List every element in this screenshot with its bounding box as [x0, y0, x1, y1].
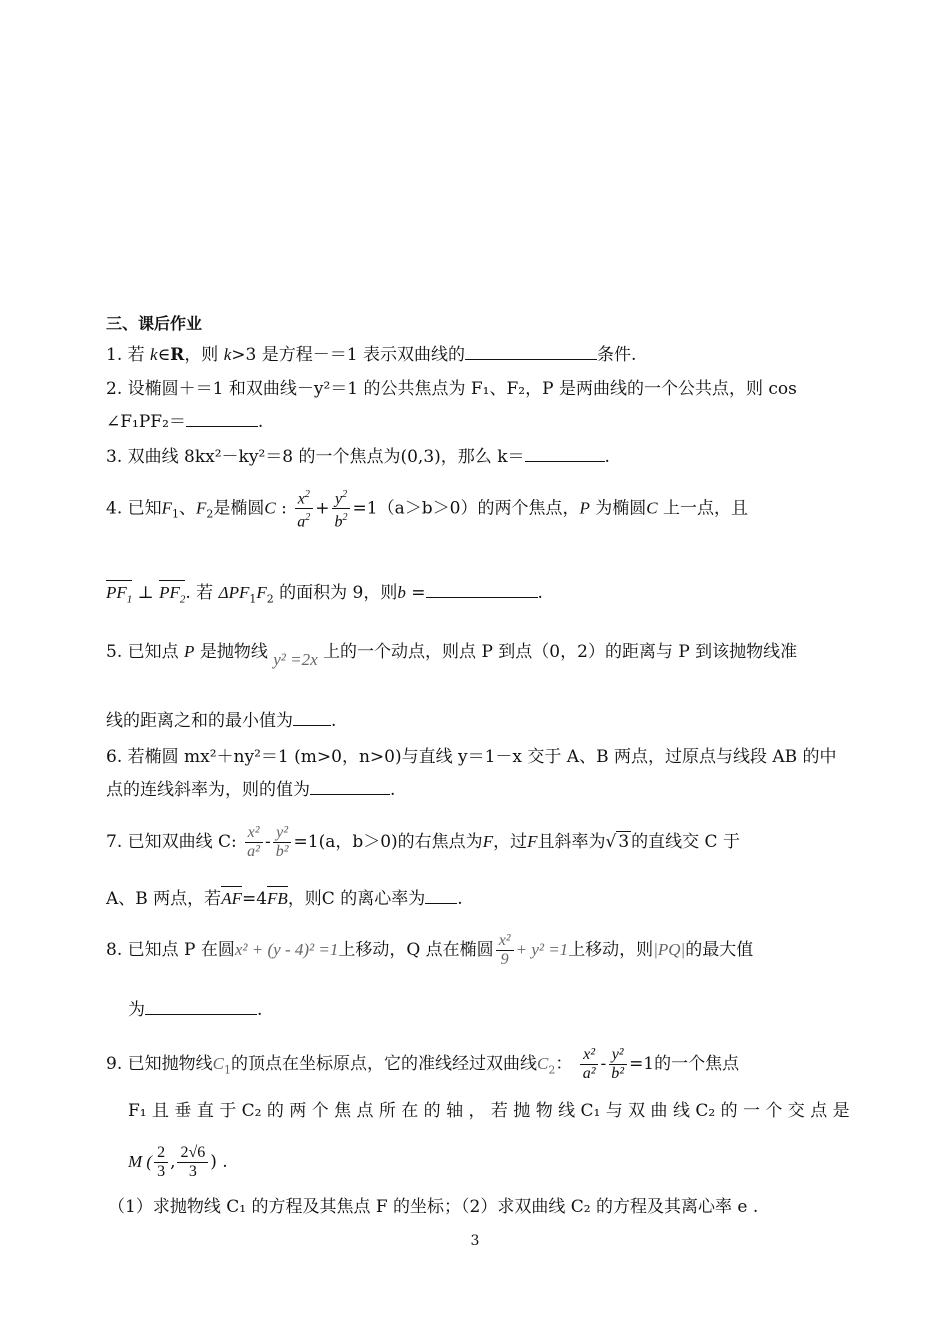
q9-c2: C [536, 1054, 549, 1073]
q4-l2-mid: . 若 [185, 583, 214, 603]
q4-triangle: ΔPF [218, 583, 250, 602]
q8-fraction: $\frac{\text{x²}}{9}$ [496, 932, 514, 969]
question-9-line-1: 9. 已知抛物线$C_1$的顶点在坐标原点，它的准线经过双曲线$C_2$： $\frac{\text{x²}}{\text{a²}}$ - $\frac{\text{y²}}{\text{b²}}$ =1的一个焦点 [106, 1046, 740, 1082]
page-number: 3 [470, 1233, 480, 1249]
q5-prefix: 5. 已知点 [106, 642, 185, 662]
q4-fraction-x: $\frac{x^2}{a^2}$ [294, 486, 313, 532]
q9-fraction-m2: $\frac{2√6}{3}$ [177, 1144, 208, 1181]
q4-eq2: = [411, 583, 426, 603]
question-4-line-1: 4. 已知$F_1$、$F_2$是椭圆C : $\frac{x^2}{a^2}$ + $\frac{y^2}{b^2}$ =1（a＞b＞0）的两个焦点，P 为椭圆C 上一点，且 [106, 486, 748, 537]
q7-minus: - [264, 832, 271, 852]
q5-answer-blank[interactable] [293, 709, 331, 726]
q8-prefix: 8. 已知点 P 在圆 [106, 940, 235, 960]
q4-C: C [264, 498, 276, 518]
q6-end2: . [390, 780, 396, 800]
question-9-parts: （1）求抛物线 C₁ 的方程及其焦点 F 的坐标；（2）求双曲线 C₂ 的方程及其离心率 e . [108, 1197, 759, 1217]
q9-line1a: 9. 已知抛物线 [106, 1054, 213, 1074]
q7-F: F [482, 832, 494, 851]
question-7-line-1: 7. 已知双曲线 C: $\frac{\text{x²}}{\text{a²}}$ - $\frac{\text{y²}}{\text{b²}}$ =1(a，b＞0)的右焦点为F，过F且斜率为√ 3 的直线交 C 于 [106, 824, 740, 860]
q4-tail: 为椭圆 [589, 498, 647, 519]
q1-k: k [150, 345, 158, 364]
q8-tail: 上移动，则 [568, 940, 654, 960]
q1-suffix: 条件. [596, 345, 637, 365]
q9-M: M ( [128, 1152, 153, 1171]
q9-fraction-y: $\frac{\text{y²}}{\text{b²}}$ [608, 1046, 627, 1083]
q8-end: 的最大值 [685, 940, 754, 960]
q5-equation: y² =2x [273, 650, 318, 669]
q7-end2: . [457, 889, 463, 909]
q7-prefix: 7. 已知双曲线 C: [106, 832, 237, 852]
question-3 [106, 445, 610, 468]
q4-prefix: 4. 已知 [106, 498, 162, 519]
q4-plus: + [315, 498, 330, 519]
q4-vector-pf1: $PF_1$ [106, 580, 132, 610]
q6-line2: 点的连线斜率为，则的值为 [106, 780, 310, 800]
q9-mend: ) . [210, 1152, 228, 1172]
q9-line1c: =1的一个焦点 [629, 1054, 740, 1074]
q8-end2: . [257, 1000, 263, 1020]
question-5-line-2 [106, 709, 336, 732]
q1-prefix: 1. 若 [106, 345, 151, 365]
q9-c1: C [212, 1054, 224, 1073]
q7-fraction-x: $\frac{\text{x²}}{\text{a²}}$ [244, 824, 263, 861]
q9-minus: - [600, 1054, 607, 1074]
q8-pq: |PQ| [653, 940, 686, 959]
q7-line2b: ，则C 的离心率为 [287, 889, 426, 909]
section-heading: 三、课后作业 [106, 314, 203, 333]
question-4-line-2: $PF_1$ ⊥ $PF_2$. 若 $\Delta PF_1F_2$ 的面积为 9，则b = . [106, 580, 543, 610]
q8-mid: 上移动，Q 点在椭圆 [338, 940, 494, 960]
question-2-line-1: 2. 设椭圆＋＝1 和双曲线－y²＝1 的公共焦点为 F₁、F₂，P 是两曲线的一个公共点，则 cos [106, 379, 797, 399]
q7-eq: =4 [241, 889, 268, 909]
q7-fraction-y: $\frac{\text{y²}}{\text{b²}}$ [273, 824, 292, 861]
q4-area: 的面积为 9，则 [279, 583, 398, 603]
q4-C2: C [646, 498, 658, 518]
q1-in: ∈ [157, 345, 171, 365]
q1-condition: >3 是方程－＝1 表示双曲线的 [231, 345, 465, 365]
q7-tail: 的直线交 C 于 [631, 832, 740, 852]
q8-line2: 为 [128, 1000, 145, 1020]
q6-answer-blank[interactable] [310, 778, 390, 795]
question-6-line-2 [106, 778, 395, 801]
q4-P: P [579, 498, 590, 518]
question-9-line-2: F₁ 且 垂 直 于 C₂ 的 两 个 焦 点 所 在 的 轴 ， 若 抛 物 线 C₁ 与 双 曲 线 C₂ 的 一 个 交 点 是 [128, 1101, 850, 1121]
q5-tail: 上的一个动点，则点 P 到点（0，2）的距离与 P 到该抛物线准 [323, 642, 798, 662]
q5-mid: 是抛物线 [194, 642, 268, 662]
q8-answer-blank[interactable] [145, 998, 257, 1015]
q7-F2: F [527, 832, 538, 851]
q4-f1: F [161, 498, 173, 518]
q8-circle: x² + (y - 4)² =1 [234, 940, 339, 959]
q4-b: b [397, 583, 406, 602]
q4-end: 上一点，且 [657, 498, 748, 519]
q1-k2: k [223, 345, 232, 364]
q4-condition: （a＞b＞0）的两个焦点， [377, 498, 580, 519]
q4-answer-blank[interactable] [426, 581, 538, 598]
q9-line1b: 的顶点在坐标原点，它的准线经过双曲线 [230, 1054, 537, 1074]
q4-f2: F [196, 498, 207, 518]
q5-end2: . [331, 711, 337, 731]
q9-colon: ： [555, 1054, 573, 1074]
q7-slope: 且斜率为 [537, 832, 606, 852]
q4-sep: 、 [179, 498, 197, 519]
q9-fraction-m1: $\frac{2}{3}$ [154, 1144, 168, 1181]
q1-mid: ，则 [184, 345, 224, 365]
q7-line2a: A、B 两点，若 [106, 889, 222, 909]
question-7-line-2 [106, 886, 463, 910]
question-8-line-1 [106, 928, 753, 972]
question-6-line-1: 6. 若椭圆 mx²＋ny²＝1 (m>0，n>0)与直线 y＝1－x 交于 A、B 两点，过原点与线段 AB 的中 [106, 747, 837, 767]
q2-end: . [257, 412, 264, 432]
q7-condition: =1(a，b＞0)的右焦点为 [293, 832, 483, 852]
q3-answer-blank[interactable] [525, 445, 605, 462]
q7-vector-af: AF [221, 886, 242, 910]
q2-angle: ∠F₁PF₂＝ [106, 412, 186, 432]
q4-fraction-y: $\frac{y^2}{b^2}$ [332, 486, 351, 532]
q4-vector-pf2: $PF_2$ [159, 580, 185, 610]
question-9-line-3 [128, 1140, 228, 1184]
q9-fraction-x: $\frac{\text{x²}}{\text{a²}}$ [580, 1046, 599, 1083]
q7-sqrt: 3 [618, 832, 630, 852]
q1-R: R [170, 345, 185, 365]
q3-text: 3. 双曲线 8kx²－ky²＝8 的一个焦点为(0,3)，那么 k＝ [106, 447, 525, 467]
q7-mid: ，过 [493, 832, 528, 852]
q7-answer-blank[interactable] [425, 887, 457, 904]
q4-eq: =1 [352, 498, 378, 519]
q3-end: . [604, 447, 610, 467]
q8-ellipse: + y² =1 [515, 940, 569, 959]
q5-line2: 线的距离之和的最小值为 [106, 711, 293, 731]
q4-colon: : [275, 498, 287, 519]
q2-answer-blank[interactable] [186, 410, 258, 427]
q4-mid: 是椭圆 [213, 498, 265, 519]
question-8-line-2 [128, 998, 262, 1021]
q4-perp: ⊥ [137, 583, 154, 603]
q4-end2: . [537, 583, 543, 603]
question-1 [106, 343, 636, 366]
q7-vector-fb: FB [267, 886, 288, 910]
question-2-line-2 [106, 410, 263, 433]
question-5-line-1 [106, 641, 798, 669]
q1-answer-blank[interactable] [465, 343, 597, 360]
q9-comma: , [170, 1152, 176, 1172]
q5-P: P [184, 642, 195, 661]
